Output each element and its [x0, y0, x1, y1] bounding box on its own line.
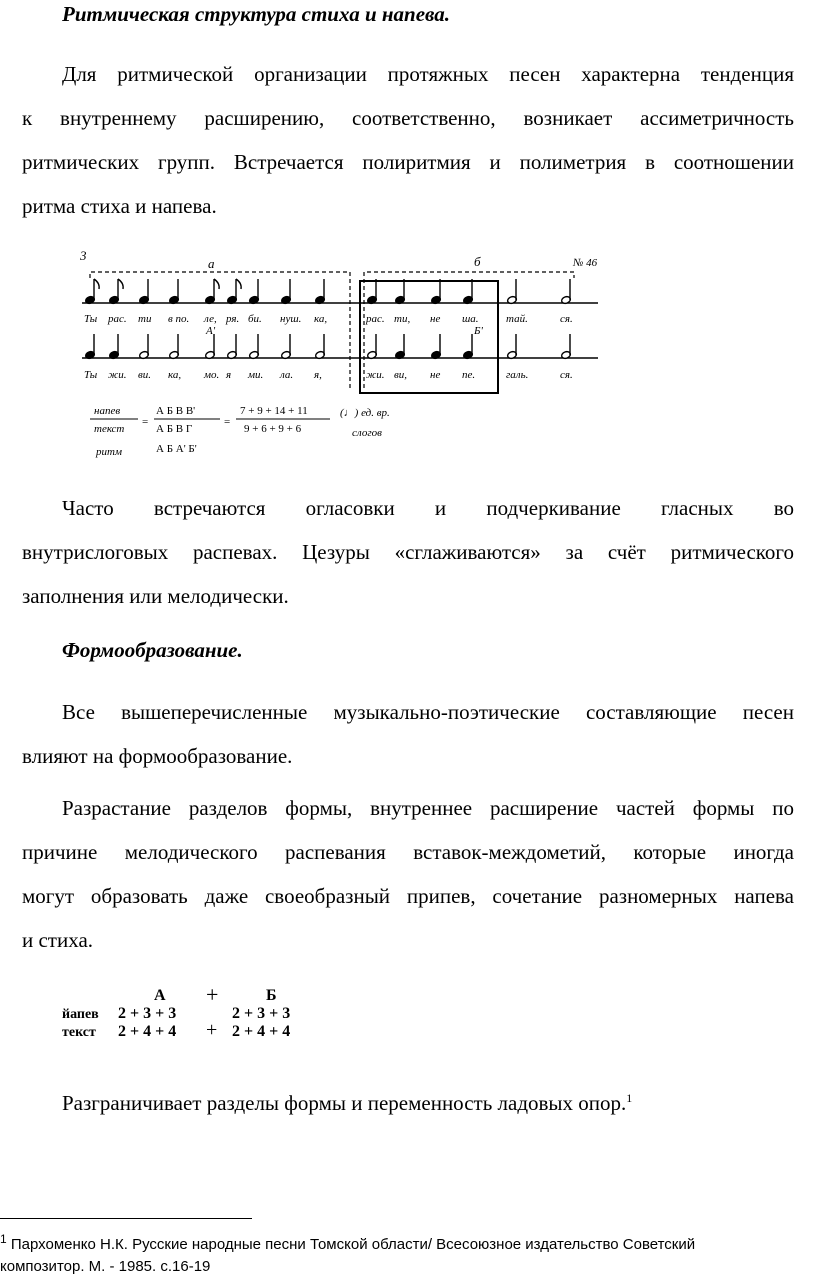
syllable: ви. [138, 369, 152, 381]
formula-eq2: = [224, 416, 231, 428]
formula-top-letters: А Б В В' [156, 405, 196, 417]
syllable: рас. [108, 313, 127, 325]
paragraph-components [22, 690, 794, 778]
formula-unit-bottom: слогов [352, 427, 382, 439]
label-b-prime: Б' [474, 325, 483, 337]
footnote-line2: композитор. М. - 1985. с.16-19 [0, 1258, 211, 1275]
footnote [0, 1228, 816, 1278]
text-line: Часто встречаются огласовки и подчеркивание гласных во [62, 496, 794, 520]
syllable: нуш. [280, 313, 302, 325]
formula-eq1: = [142, 416, 149, 428]
text-line: ритмических групп. Встречается полиритмия и полиметрия в соотношении [22, 150, 794, 174]
syllable: не [430, 369, 441, 381]
syllable: ся. [560, 369, 573, 381]
section-b-label: б [474, 254, 481, 269]
text-line: ритма стиха и напева. [22, 194, 217, 218]
syllable: ша. [462, 313, 479, 325]
formula-unit-top: (♩) ед. вр. [340, 407, 390, 419]
syllable: тай. [506, 313, 528, 325]
syllable: ря. [226, 313, 240, 325]
formula [90, 405, 390, 458]
tekst-label: текст [62, 1025, 96, 1040]
text-line: Все вышеперечисленные музыкально-поэтические составляющие песен [62, 700, 794, 724]
heading-rhythm: Ритмическая структура стиха и напева. [62, 2, 451, 26]
note-flag [236, 279, 241, 289]
syllable: ся. [560, 313, 573, 325]
syllable: жи. [366, 369, 385, 381]
text-line: могут образовать даже своеобразный припев, сочетание разномерных напева [22, 884, 794, 908]
footnote-divider [0, 1218, 252, 1219]
syllable: я, [314, 369, 322, 381]
napev-left: 2 + 3 + 3 [118, 1005, 177, 1022]
plus-top: + [206, 982, 219, 1007]
paragraph-vowels [22, 486, 794, 618]
syllable: ми. [248, 369, 264, 381]
napev-right: 2 + 3 + 3 [232, 1005, 291, 1022]
text-line: заполнения или мелодически. [22, 584, 289, 608]
heading-form: Формообразование. [62, 638, 243, 662]
syllable: ти, [394, 313, 411, 325]
formula-napev: напев [94, 405, 121, 417]
text-line: и стиха. [22, 928, 94, 952]
tekst-right: 2 + 4 + 4 [232, 1023, 291, 1040]
syllable: мо. [204, 369, 220, 381]
formula-tekst: текст [94, 423, 125, 435]
figure-number: 3 [80, 248, 87, 263]
syllable: Ты [84, 313, 98, 325]
note-flag [118, 279, 123, 289]
syllable: би. [248, 313, 262, 325]
row2-syllables [84, 369, 573, 381]
syllable: рас. [366, 313, 385, 325]
napev-label: йапев [62, 1007, 99, 1022]
formula-bottom-letters: А Б В Г [156, 423, 193, 435]
section-a-label: а [208, 256, 215, 271]
text-line [22, 1076, 794, 1125]
footnote-line1: Пархоменко Н.К. Русские народные песни Томской области/ Всесоюзное издательство Советский [10, 1236, 696, 1253]
syllable: ти [138, 313, 152, 325]
footnote-marker: 1 [0, 1232, 7, 1246]
song-number: № 46 [573, 257, 598, 269]
row1-syllables [84, 313, 573, 325]
formula-top-sum: 7 + 9 + 14 + 11 [240, 405, 308, 417]
formula-ritm: ритм [96, 446, 122, 458]
syllable: галь. [506, 369, 529, 381]
syllable: жи. [108, 369, 127, 381]
paragraph-growth [22, 786, 794, 962]
rhythm-scheme-figure [76, 248, 606, 468]
syllable: ла. [280, 369, 294, 381]
note-flag [94, 279, 99, 289]
syllable: ка, [168, 369, 182, 381]
text-line: причине мелодического распевания вставок-междометий, которые иногда [22, 840, 794, 864]
text-line: влияют на формообразование. [22, 744, 293, 768]
paragraph-boundaries [22, 1076, 794, 1125]
section-B: Б [266, 987, 277, 1004]
syllable: в по. [168, 313, 190, 325]
form-formula-figure [60, 980, 340, 1046]
text-line: Разрастание разделов формы, внутреннее расширение частей формы по [62, 796, 794, 820]
syllable: ле, [204, 313, 217, 325]
tekst-left: 2 + 4 + 4 [118, 1023, 177, 1040]
syllable: не [430, 313, 441, 325]
syllable: я [226, 369, 232, 381]
text-line: Для ритмической организации протяжных песен характерна тенденция [62, 62, 794, 86]
syllable: пе. [462, 369, 476, 381]
section-A: А [154, 987, 166, 1004]
footnote-reference[interactable]: 1 [626, 1091, 633, 1105]
note-flag [214, 279, 219, 289]
formula-ritm-letters: А Б А' Б' [156, 443, 197, 455]
syllable: ка, [314, 313, 328, 325]
text-line: внутрислоговых распевах. Цезуры «сглаживаются» за счёт ритмического [22, 540, 794, 564]
label-a-prime: А' [206, 325, 216, 337]
syllable: Ты [84, 369, 98, 381]
formula-bottom-sum: 9 + 6 + 9 + 6 [244, 423, 302, 435]
boundaries-text: Разграничивает разделы формы и переменность ладовых опор. [62, 1091, 627, 1115]
plus-bottom: + [206, 1019, 218, 1041]
text-line: к внутреннему расширению, соответственно, возникает ассиметричность [22, 106, 794, 130]
paragraph-rhythm [22, 52, 794, 228]
syllable: ви, [394, 369, 408, 381]
